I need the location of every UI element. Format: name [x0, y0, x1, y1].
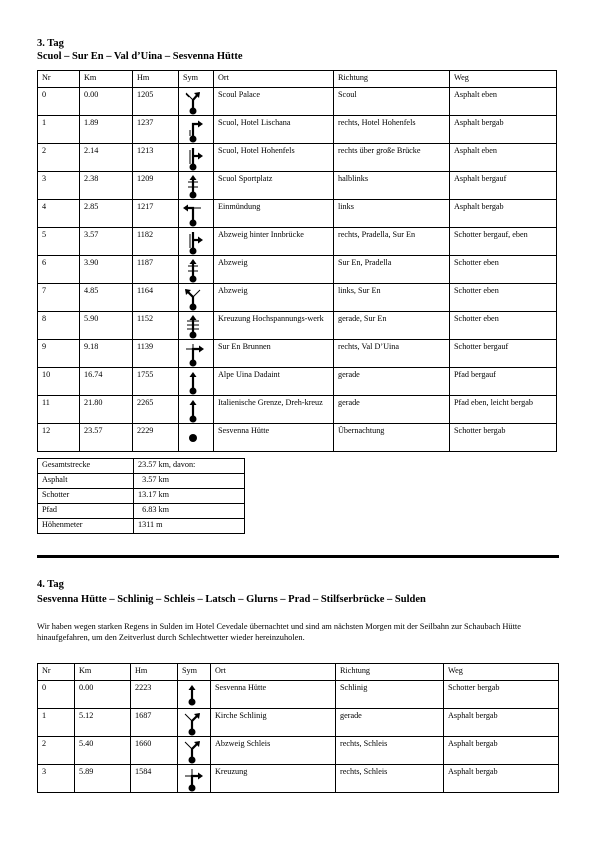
- cell-weg: Schotter eben: [450, 284, 557, 312]
- summary-row: [38, 474, 245, 489]
- column-header: Ort: [214, 71, 334, 88]
- t-right-icon: [179, 340, 214, 368]
- table-row: [38, 709, 559, 737]
- cell-km: 9.18: [80, 340, 133, 368]
- cell-hm: 1187: [133, 256, 179, 284]
- end-dot-icon: [179, 424, 214, 452]
- cell-hm: 1139: [133, 340, 179, 368]
- day3-route: Scuol – Sur En – Val d’Uina – Sesvenna Hütte: [37, 51, 243, 62]
- cell-weg: Schotter eben: [450, 312, 557, 340]
- cell-hm: 1209: [133, 172, 179, 200]
- cell-km: 0.00: [80, 88, 133, 116]
- cell-weg: Schotter bergauf, eben: [450, 228, 557, 256]
- cell-richtung: rechts, Val D’Uina: [334, 340, 450, 368]
- cell-nr: 7: [38, 284, 80, 312]
- cell-ort: Kirche Schlinig: [211, 709, 336, 737]
- summary-label: Asphalt: [38, 474, 134, 489]
- cell-hm: 1164: [133, 284, 179, 312]
- cell-weg: Asphalt eben: [450, 144, 557, 172]
- column-header: Nr: [38, 71, 80, 88]
- cell-weg: Schotter bergauf: [450, 340, 557, 368]
- cell-hm: 1152: [133, 312, 179, 340]
- cell-ort: Scuol, Hotel Hohenfels: [214, 144, 334, 172]
- straight-cross-icon: [179, 256, 214, 284]
- cell-hm: 1182: [133, 228, 179, 256]
- cell-weg: Asphalt bergauf: [450, 172, 557, 200]
- day4-route-table: [37, 663, 559, 793]
- column-header: Km: [75, 664, 131, 681]
- day3-title: 3. Tag: [37, 38, 64, 49]
- cell-hm: 1213: [133, 144, 179, 172]
- bridge-right-icon: [179, 144, 214, 172]
- cell-richtung: Scoul: [334, 88, 450, 116]
- cell-weg: Asphalt bergab: [444, 765, 559, 793]
- straight-cross-icon: [179, 172, 214, 200]
- cell-ort: Sur En Brunnen: [214, 340, 334, 368]
- cell-km: 4.85: [80, 284, 133, 312]
- cell-nr: 12: [38, 424, 80, 452]
- cell-km: 2.38: [80, 172, 133, 200]
- cell-weg: Asphalt bergab: [444, 709, 559, 737]
- cell-ort: Kreuzung: [211, 765, 336, 793]
- cell-richtung: gerade: [334, 396, 450, 424]
- cell-ort: Sesvenna Hütte: [211, 681, 336, 709]
- cell-weg: Asphalt bergab: [444, 737, 559, 765]
- cell-weg: Schotter eben: [450, 256, 557, 284]
- cell-weg: Asphalt bergab: [450, 200, 557, 228]
- column-header: Richtung: [336, 664, 444, 681]
- summary-value: 13.17 km: [134, 489, 245, 504]
- cell-km: 3.57: [80, 228, 133, 256]
- cell-richtung: links: [334, 200, 450, 228]
- cell-ort: Alpe Uina Dadaint: [214, 368, 334, 396]
- day3-route-table: [37, 70, 557, 452]
- table-row: [38, 228, 557, 256]
- cell-nr: 3: [38, 765, 75, 793]
- table-row: [38, 256, 557, 284]
- cell-nr: 8: [38, 312, 80, 340]
- day4-header-row: [38, 664, 559, 681]
- fork-left-icon: [179, 284, 214, 312]
- cell-nr: 1: [38, 709, 75, 737]
- summary-value: 1311 m: [134, 519, 245, 534]
- summary-value: 6.83 km: [134, 504, 245, 519]
- summary-label: Schotter: [38, 489, 134, 504]
- cell-nr: 9: [38, 340, 80, 368]
- cell-richtung: Sur En, Pradella: [334, 256, 450, 284]
- table-row: [38, 765, 559, 793]
- day4-intro: Wir haben wegen starken Regens in Sulden im Hotel Cevedale übernachtet und sind am nächsten Morgen mit der Seilbahn zur Schaubach Hütte hinaufgefahren, um den Zeitverlust durch Schlechtwetter wieder hereinzuholen.: [37, 622, 521, 642]
- cell-richtung: Schlinig: [336, 681, 444, 709]
- fork-straight-icon: [178, 709, 211, 737]
- cell-km: 21.80: [80, 396, 133, 424]
- section-separator: [37, 555, 559, 558]
- day4-route: Sesvenna Hütte – Schlinig – Schleis – Latsch – Glurns – Prad – Stilfserbrücke – Sulden: [37, 594, 426, 605]
- cell-richtung: rechts, Hotel Hohenfels: [334, 116, 450, 144]
- cell-km: 5.89: [75, 765, 131, 793]
- summary-label: Pfad: [38, 504, 134, 519]
- summary-row: [38, 459, 245, 474]
- cell-ort: Scuol, Hotel Lischana: [214, 116, 334, 144]
- turn-right-icon: [179, 116, 214, 144]
- table-row: [38, 88, 557, 116]
- cell-hm: 1687: [131, 709, 178, 737]
- cell-ort: Kreuzung Hochspannungs-werk: [214, 312, 334, 340]
- table-row: [38, 396, 557, 424]
- column-header: Sym: [178, 664, 211, 681]
- cell-richtung: halblinks: [334, 172, 450, 200]
- cell-richtung: links, Sur En: [334, 284, 450, 312]
- cell-km: 2.85: [80, 200, 133, 228]
- cell-ort: Einmündung: [214, 200, 334, 228]
- day4-title: 4. Tag: [37, 579, 64, 590]
- cell-ort: Abzweig hinter Innbrücke: [214, 228, 334, 256]
- cell-km: 5.90: [80, 312, 133, 340]
- cell-hm: 1237: [133, 116, 179, 144]
- cell-hm: 2229: [133, 424, 179, 452]
- cell-hm: 1217: [133, 200, 179, 228]
- fork-right-icon: [178, 737, 211, 765]
- bridge-right-icon: [179, 228, 214, 256]
- summary-value: 23.57 km, davon:: [134, 459, 245, 474]
- start-straight-icon: [178, 681, 211, 709]
- cell-km: 5.40: [75, 737, 131, 765]
- cell-km: 23.57: [80, 424, 133, 452]
- cell-km: 0.00: [75, 681, 131, 709]
- turn-left-icon: [179, 200, 214, 228]
- summary-label: Gesamtstrecke: [38, 459, 134, 474]
- cell-richtung: rechts über große Brücke: [334, 144, 450, 172]
- table-row: [38, 284, 557, 312]
- column-header: Hm: [131, 664, 178, 681]
- column-header: Ort: [211, 664, 336, 681]
- column-header: Nr: [38, 664, 75, 681]
- cell-km: 3.90: [80, 256, 133, 284]
- cell-richtung: rechts, Schleis: [336, 765, 444, 793]
- day3-summary-table: [37, 458, 245, 534]
- cell-ort: Italienische Grenze, Dreh-kreuz: [214, 396, 334, 424]
- table-row: [38, 681, 559, 709]
- cell-nr: 2: [38, 737, 75, 765]
- cell-richtung: Übernachtung: [334, 424, 450, 452]
- cross-straight-icon: [179, 312, 214, 340]
- table-row: [38, 424, 557, 452]
- cell-nr: 11: [38, 396, 80, 424]
- cell-richtung: gerade: [336, 709, 444, 737]
- table-row: [38, 200, 557, 228]
- table-row: [38, 312, 557, 340]
- cell-nr: 3: [38, 172, 80, 200]
- cell-nr: 0: [38, 681, 75, 709]
- column-header: Sym: [179, 71, 214, 88]
- cell-hm: 1660: [131, 737, 178, 765]
- cell-hm: 2223: [131, 681, 178, 709]
- table-row: [38, 368, 557, 396]
- day3-header-row: [38, 71, 557, 88]
- start-fork-icon: [179, 88, 214, 116]
- straight-icon: [179, 396, 214, 424]
- cell-nr: 10: [38, 368, 80, 396]
- cell-weg: Schotter bergab: [444, 681, 559, 709]
- table-row: [38, 340, 557, 368]
- column-header: Hm: [133, 71, 179, 88]
- cell-ort: Sesvenna Hütte: [214, 424, 334, 452]
- cell-ort: Scuol Sportplatz: [214, 172, 334, 200]
- cell-ort: Abzweig Schleis: [211, 737, 336, 765]
- summary-value: 3.57 km: [134, 474, 245, 489]
- straight-icon: [179, 368, 214, 396]
- cell-km: 5.12: [75, 709, 131, 737]
- table-row: [38, 144, 557, 172]
- cell-weg: Schotter bergab: [450, 424, 557, 452]
- table-row: [38, 116, 557, 144]
- cell-ort: Scoul Palace: [214, 88, 334, 116]
- cell-hm: 1205: [133, 88, 179, 116]
- cross-right-icon: [178, 765, 211, 793]
- cell-richtung: rechts, Schleis: [336, 737, 444, 765]
- cell-hm: 1584: [131, 765, 178, 793]
- cell-richtung: gerade, Sur En: [334, 312, 450, 340]
- summary-row: [38, 504, 245, 519]
- cell-weg: Pfad bergauf: [450, 368, 557, 396]
- cell-richtung: rechts, Pradella, Sur En: [334, 228, 450, 256]
- cell-nr: 4: [38, 200, 80, 228]
- cell-nr: 5: [38, 228, 80, 256]
- column-header: Km: [80, 71, 133, 88]
- cell-km: 2.14: [80, 144, 133, 172]
- cell-km: 16.74: [80, 368, 133, 396]
- cell-nr: 6: [38, 256, 80, 284]
- table-row: [38, 737, 559, 765]
- column-header: Weg: [444, 664, 559, 681]
- cell-richtung: gerade: [334, 368, 450, 396]
- column-header: Weg: [450, 71, 557, 88]
- summary-row: [38, 519, 245, 534]
- cell-hm: 1755: [133, 368, 179, 396]
- cell-nr: 1: [38, 116, 80, 144]
- cell-nr: 2: [38, 144, 80, 172]
- cell-weg: Asphalt bergab: [450, 116, 557, 144]
- summary-row: [38, 489, 245, 504]
- table-row: [38, 172, 557, 200]
- cell-weg: Asphalt eben: [450, 88, 557, 116]
- summary-label: Höhenmeter: [38, 519, 134, 534]
- cell-ort: Abzweig: [214, 284, 334, 312]
- cell-hm: 2265: [133, 396, 179, 424]
- cell-km: 1.89: [80, 116, 133, 144]
- cell-nr: 0: [38, 88, 80, 116]
- column-header: Richtung: [334, 71, 450, 88]
- cell-weg: Pfad eben, leicht bergab: [450, 396, 557, 424]
- cell-ort: Abzweig: [214, 256, 334, 284]
